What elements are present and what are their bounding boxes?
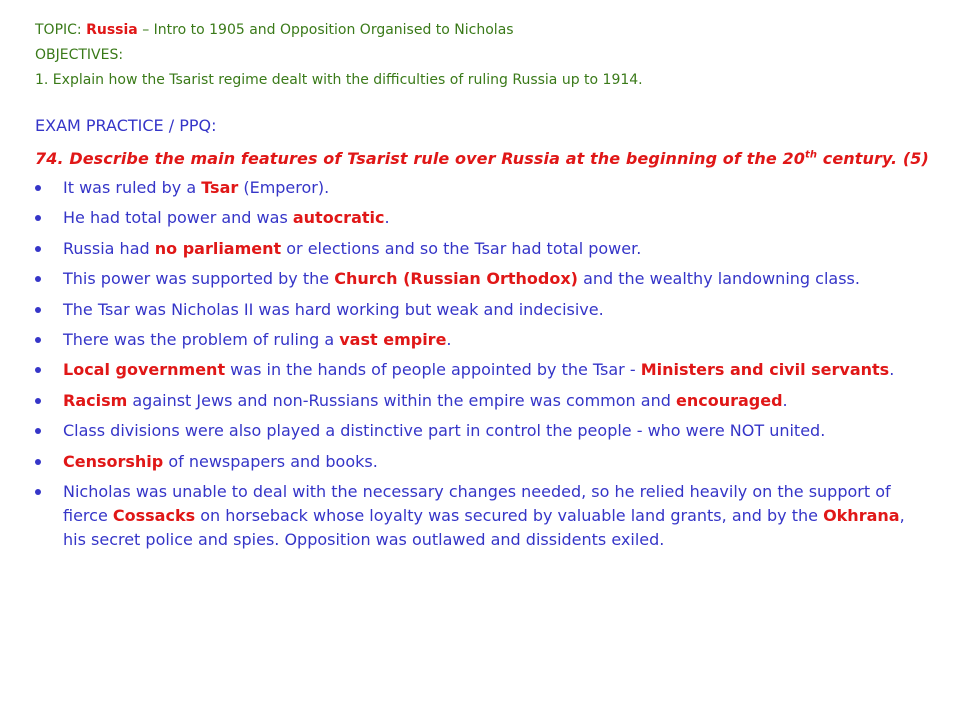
topic-name: Russia bbox=[86, 22, 138, 38]
bullet-item bbox=[35, 389, 930, 413]
bullet-text: . bbox=[782, 390, 788, 410]
objective-item: 1. Explain how the Tsarist regime dealt with the difficulties of ruling Russia up to 1914. bbox=[35, 72, 643, 88]
bullet-text: Nicholas was unable to deal with the necessary changes needed, so he relied heavily on the support of fierce bbox=[63, 481, 891, 525]
bullet-dot-icon bbox=[35, 367, 41, 373]
bullet-text: was in the hands of people appointed by the Tsar - bbox=[225, 360, 641, 380]
bullet-dot-icon bbox=[35, 307, 41, 313]
bullet-text: This power was supported by the bbox=[63, 269, 335, 289]
bullet-text: Class divisions were also played a distinctive part in control the people - who were NOT united. bbox=[63, 421, 826, 441]
bullet-dot-icon bbox=[35, 428, 41, 434]
bullet-text: . bbox=[446, 329, 452, 349]
highlighted-term: Racism bbox=[63, 390, 128, 410]
bullet-item bbox=[35, 206, 930, 230]
highlighted-term: Ministers and civil servants bbox=[640, 360, 890, 380]
bullet-item bbox=[35, 450, 930, 474]
objectives-label: OBJECTIVES: bbox=[35, 47, 124, 63]
highlighted-term: encouraged bbox=[675, 390, 783, 410]
bullet-text: , his secret police and spies. Opposition was outlawed and dissidents exiled. bbox=[63, 505, 905, 549]
bullet-text: against Jews and non-Russians within the empire was common and bbox=[127, 390, 676, 410]
bullet-item bbox=[35, 267, 930, 291]
bullet-dot-icon bbox=[35, 398, 41, 404]
exam-question bbox=[35, 147, 929, 171]
bullet-dot-icon bbox=[35, 489, 41, 495]
bullet-item bbox=[35, 419, 930, 443]
highlighted-term: Censorship bbox=[63, 451, 164, 471]
bullet-dot-icon bbox=[35, 215, 41, 221]
bullet-item bbox=[35, 298, 930, 322]
highlighted-term: Okhrana bbox=[823, 505, 900, 525]
bullet-list bbox=[35, 176, 930, 558]
bullet-item bbox=[35, 328, 930, 352]
bullet-text: Russia had bbox=[63, 238, 155, 258]
bullet-dot-icon bbox=[35, 185, 41, 191]
question-text-post: century. (5) bbox=[817, 149, 929, 168]
bullet-dot-icon bbox=[35, 337, 41, 343]
bullet-item bbox=[35, 176, 930, 200]
bullet-text: of newspapers and books. bbox=[163, 451, 378, 471]
bullet-item bbox=[35, 480, 930, 552]
highlighted-term: autocratic bbox=[292, 208, 385, 228]
bullet-text: (Emperor). bbox=[238, 178, 330, 197]
question-text-pre: 74. Describe the main features of Tsarist rule over Russia at the beginning of the 20 bbox=[35, 149, 805, 168]
highlighted-term: vast empire bbox=[339, 329, 447, 349]
bullet-text: and the wealthy landowning class. bbox=[577, 269, 860, 289]
highlighted-term: no parliament bbox=[154, 238, 282, 258]
header-block bbox=[35, 20, 935, 95]
bullet-text: He had total power and was bbox=[63, 208, 293, 228]
bullet-text: The Tsar was Nicholas II was hard working but weak and indecisive. bbox=[63, 299, 604, 319]
highlighted-term: Tsar bbox=[201, 178, 239, 197]
highlighted-term: Local government bbox=[63, 360, 226, 380]
bullet-dot-icon bbox=[35, 246, 41, 252]
bullet-text: It was ruled by a bbox=[63, 178, 202, 197]
exam-practice-label: EXAM PRACTICE / PPQ: bbox=[35, 116, 217, 135]
topic-line bbox=[35, 20, 935, 41]
highlighted-term: Church (Russian Orthodox) bbox=[334, 269, 578, 289]
bullet-text: or elections and so the Tsar had total power. bbox=[281, 238, 642, 258]
bullet-text: on horseback whose loyalty was secured by valuable land grants, and by the bbox=[195, 505, 824, 525]
highlighted-term: Cossacks bbox=[112, 505, 196, 525]
bullet-item bbox=[35, 358, 930, 382]
bullet-text: . bbox=[889, 360, 895, 380]
topic-prefix: TOPIC: bbox=[35, 22, 87, 38]
question-superscript: th bbox=[804, 149, 818, 161]
bullet-item bbox=[35, 237, 930, 261]
bullet-text: . bbox=[384, 208, 390, 228]
bullet-dot-icon bbox=[35, 459, 41, 465]
bullet-dot-icon bbox=[35, 276, 41, 282]
topic-rest: – Intro to 1905 and Opposition Organised to Nicholas bbox=[137, 22, 514, 38]
bullet-text: There was the problem of ruling a bbox=[63, 329, 340, 349]
